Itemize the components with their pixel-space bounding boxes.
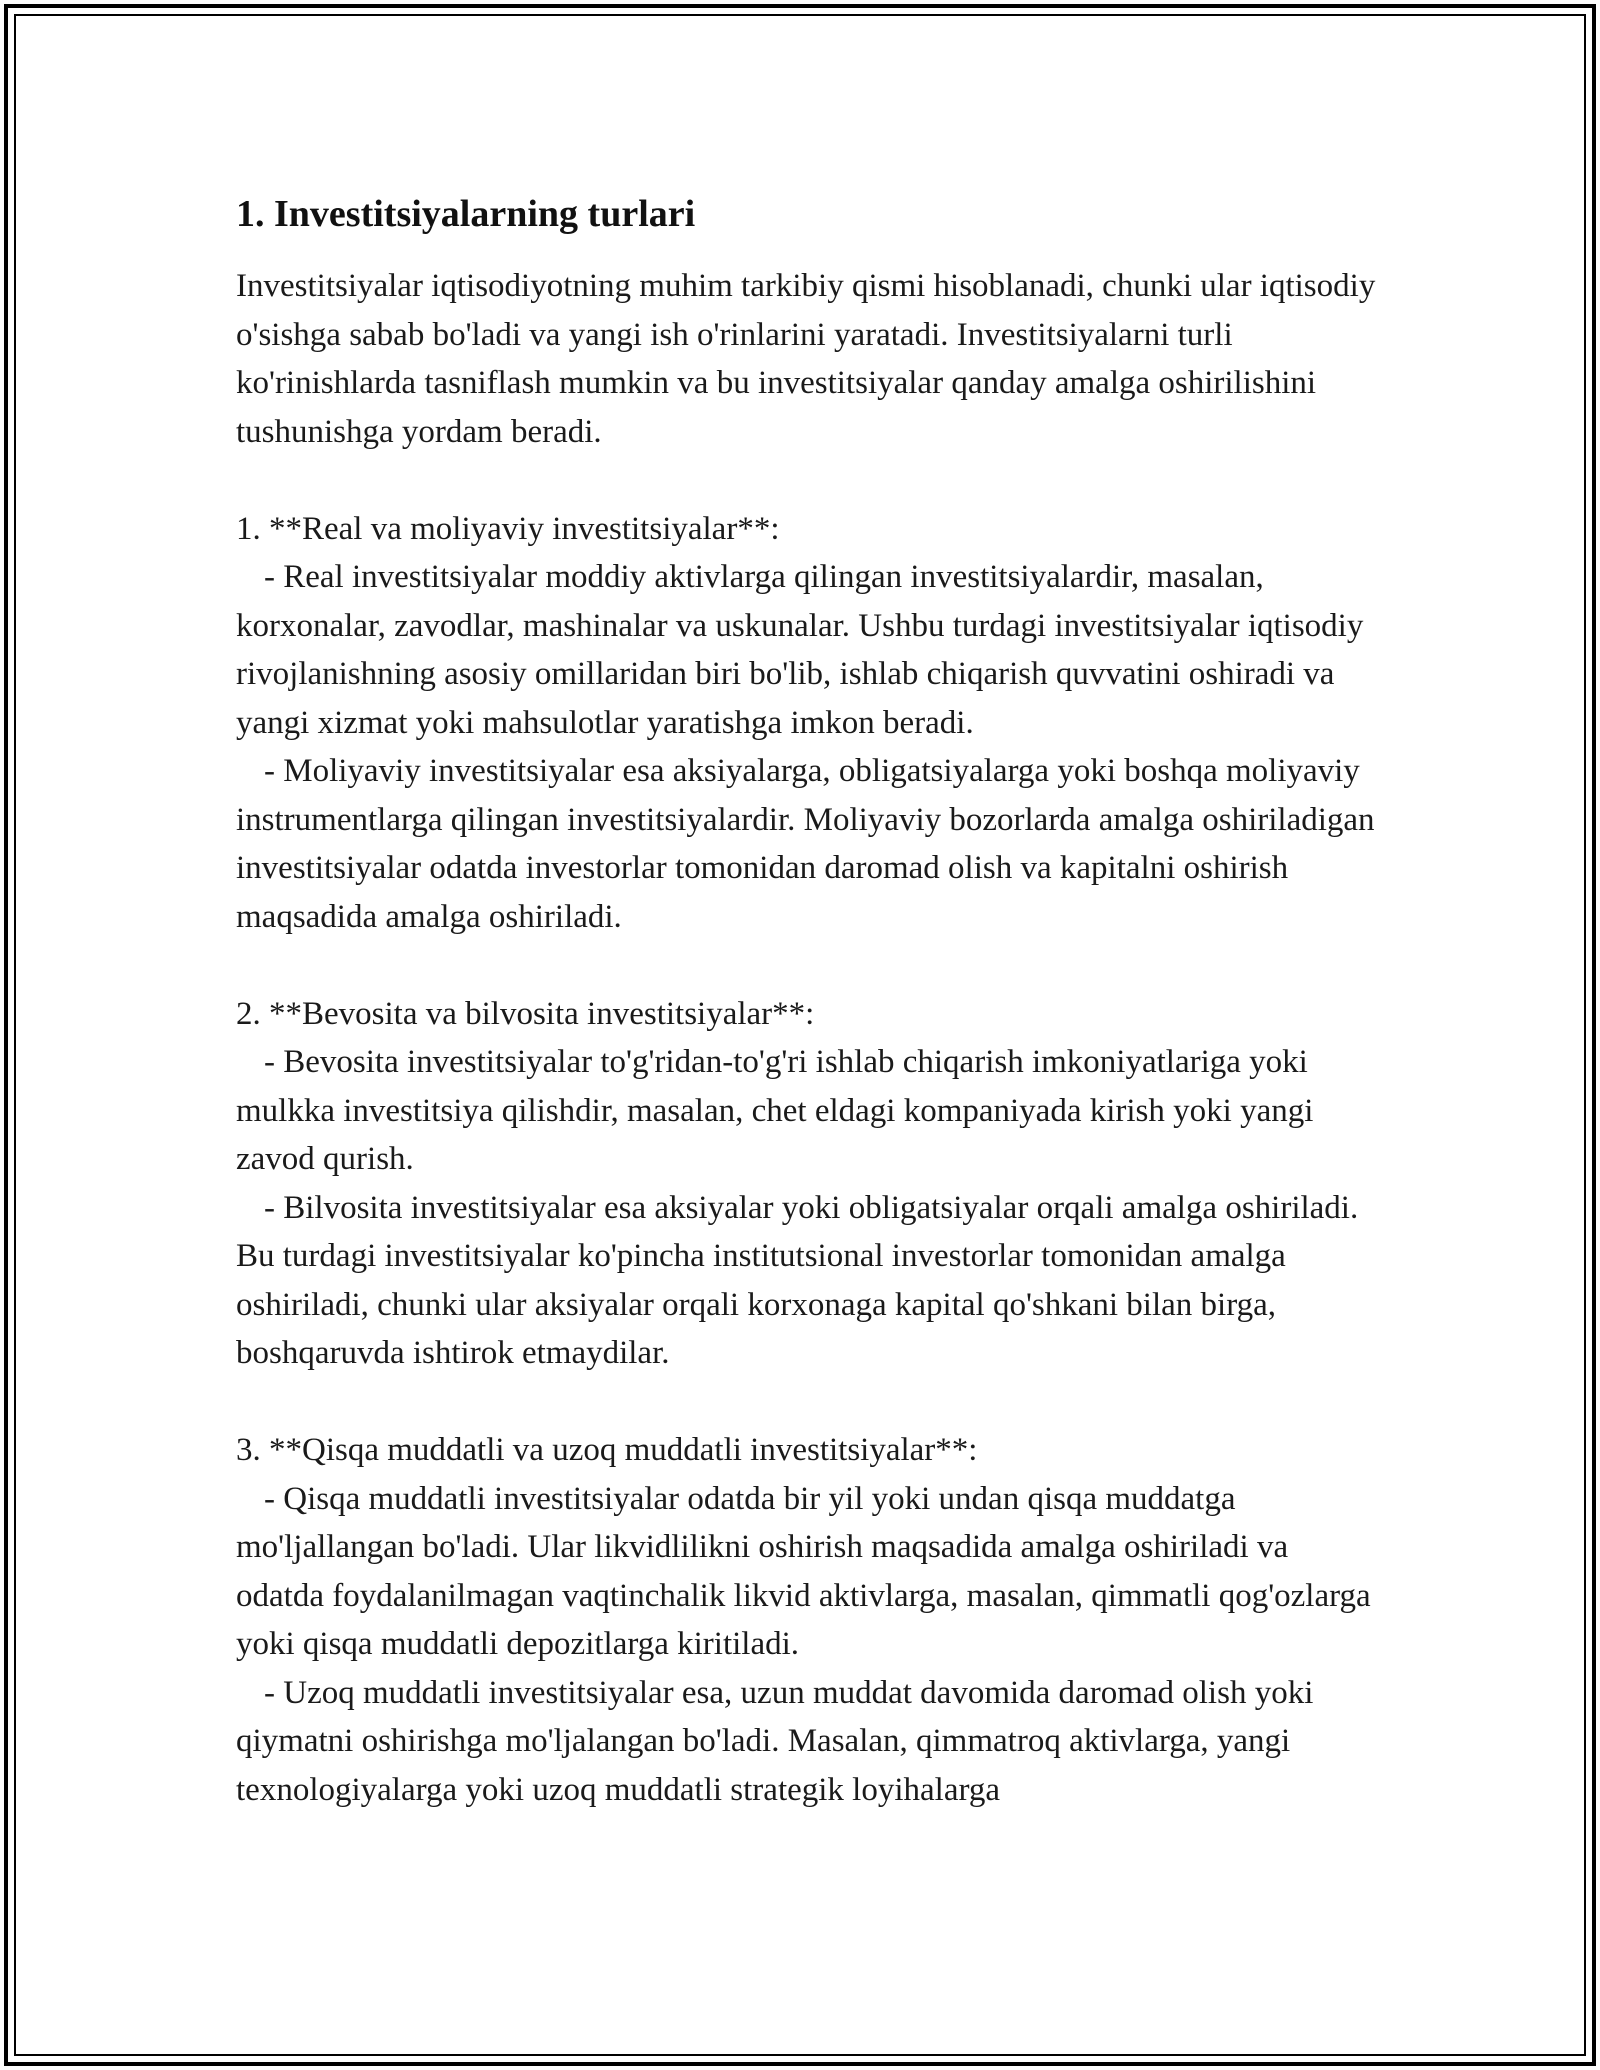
list-item-text: - Real investitsiyalar moddiy aktivlarga qilingan investitsiyalardir, masalan, korxonalar, zavodlar, mashinalar va uskunalar. Ushbu turdagi investitsiyalar iqtisodiy rivojlanishning asosiy omillaridan biri bo'lib, ishlab chiqarish quvvatini oshiradi va yangi xizmat yoki mahsulotlar yaratishga imkon beradi. — [236, 559, 1364, 741]
spacer — [236, 1378, 1376, 1427]
document-body — [236, 188, 1376, 1814]
section-heading: 1. **Real va moliyaviy investitsiyalar**: — [236, 510, 780, 547]
list-item — [236, 553, 1376, 747]
spacer — [236, 941, 1376, 990]
section-heading: 3. **Qisqa muddatli va uzoq muddatli investitsiyalar**: — [236, 1432, 978, 1468]
list-item — [236, 1184, 1376, 1378]
section-real-financial — [236, 505, 1376, 942]
list-item-text: - Bilvosita investitsiyalar esa aksiyalar yoki obligatsiyalar orqali amalga oshiriladi. Bu turdagi investitsiyalar ko'pincha institutsional investorlar tomonidan amalga oshiriladi, chunki ular aksiyalar orqali korxonaga kapital qo'shkani bilan birga, boshqaruvda ishtirok etmaydilar. — [236, 1189, 1359, 1371]
list-item — [236, 1038, 1376, 1184]
list-item-text: - Bevosita investitsiyalar to'g'ridan-to'g'ri ishlab chiqarish imkoniyatlariga yoki mulkka investitsiya qilishdir, masalan, chet eldagi kompaniyada kirish yoki yangi zavod qurish. — [236, 1044, 1314, 1177]
list-item-text: - Moliyaviy investitsiyalar esa aksiyalarga, obligatsiyalarga yoki boshqa moliyaviy instrumentlarga qilingan investitsiyalardir. Moliyaviy bozorlarda amalga oshiriladigan investitsiyalar odatda investorlar tomonidan daromad olish va kapitalni oshirish maqsadida amalga oshiriladi. — [236, 753, 1375, 935]
list-item — [236, 1475, 1376, 1669]
list-item-text: - Uzoq muddatli investitsiyalar esa, uzun muddat davomida daromad olish yoki qiymatni oshirishga mo'ljalangan bo'ladi. Masalan, qimmatroq aktivlarga, yangi texnologiyalarga yoki uzoq muddatli strategik loyihalarga — [236, 1674, 1314, 1808]
document-title: 1. Investitsiyalarning turlari — [236, 193, 696, 235]
section-short-long-term — [236, 1426, 1376, 1814]
intro-paragraph: Investitsiyalar iqtisodiyotning muhim tarkibiy qismi hisoblanadi, chunki ular iqtisodiy o'sishga sabab bo'ladi va yangi ish o'rinlarini yaratadi. Investitsiyalarni turli ko'rinishlarda tasniflash mumkin va bu investitsiyalar qanday amalga oshirilishini tushunishga yordam beradi. — [236, 268, 1376, 450]
list-item — [236, 747, 1376, 941]
list-item — [236, 1669, 1376, 1815]
list-item-text: - Qisqa muddatli investitsiyalar odatda bir yil yoki undan qisqa muddatga mo'ljallangan bo'ladi. Ular likvidlilikni oshirish maqsadida amalga oshiriladi va odatda foydalanilmagan vaqtinchalik likvid aktivlarga, masalan, qimmatli qog'ozlarga yoki qisqa muddatli depozitlarga kiritiladi. — [236, 1480, 1371, 1662]
section-direct-indirect — [236, 990, 1376, 1378]
section-heading: 2. **Bevosita va bilvosita investitsiyalar**: — [236, 995, 815, 1032]
spacer — [236, 456, 1376, 505]
